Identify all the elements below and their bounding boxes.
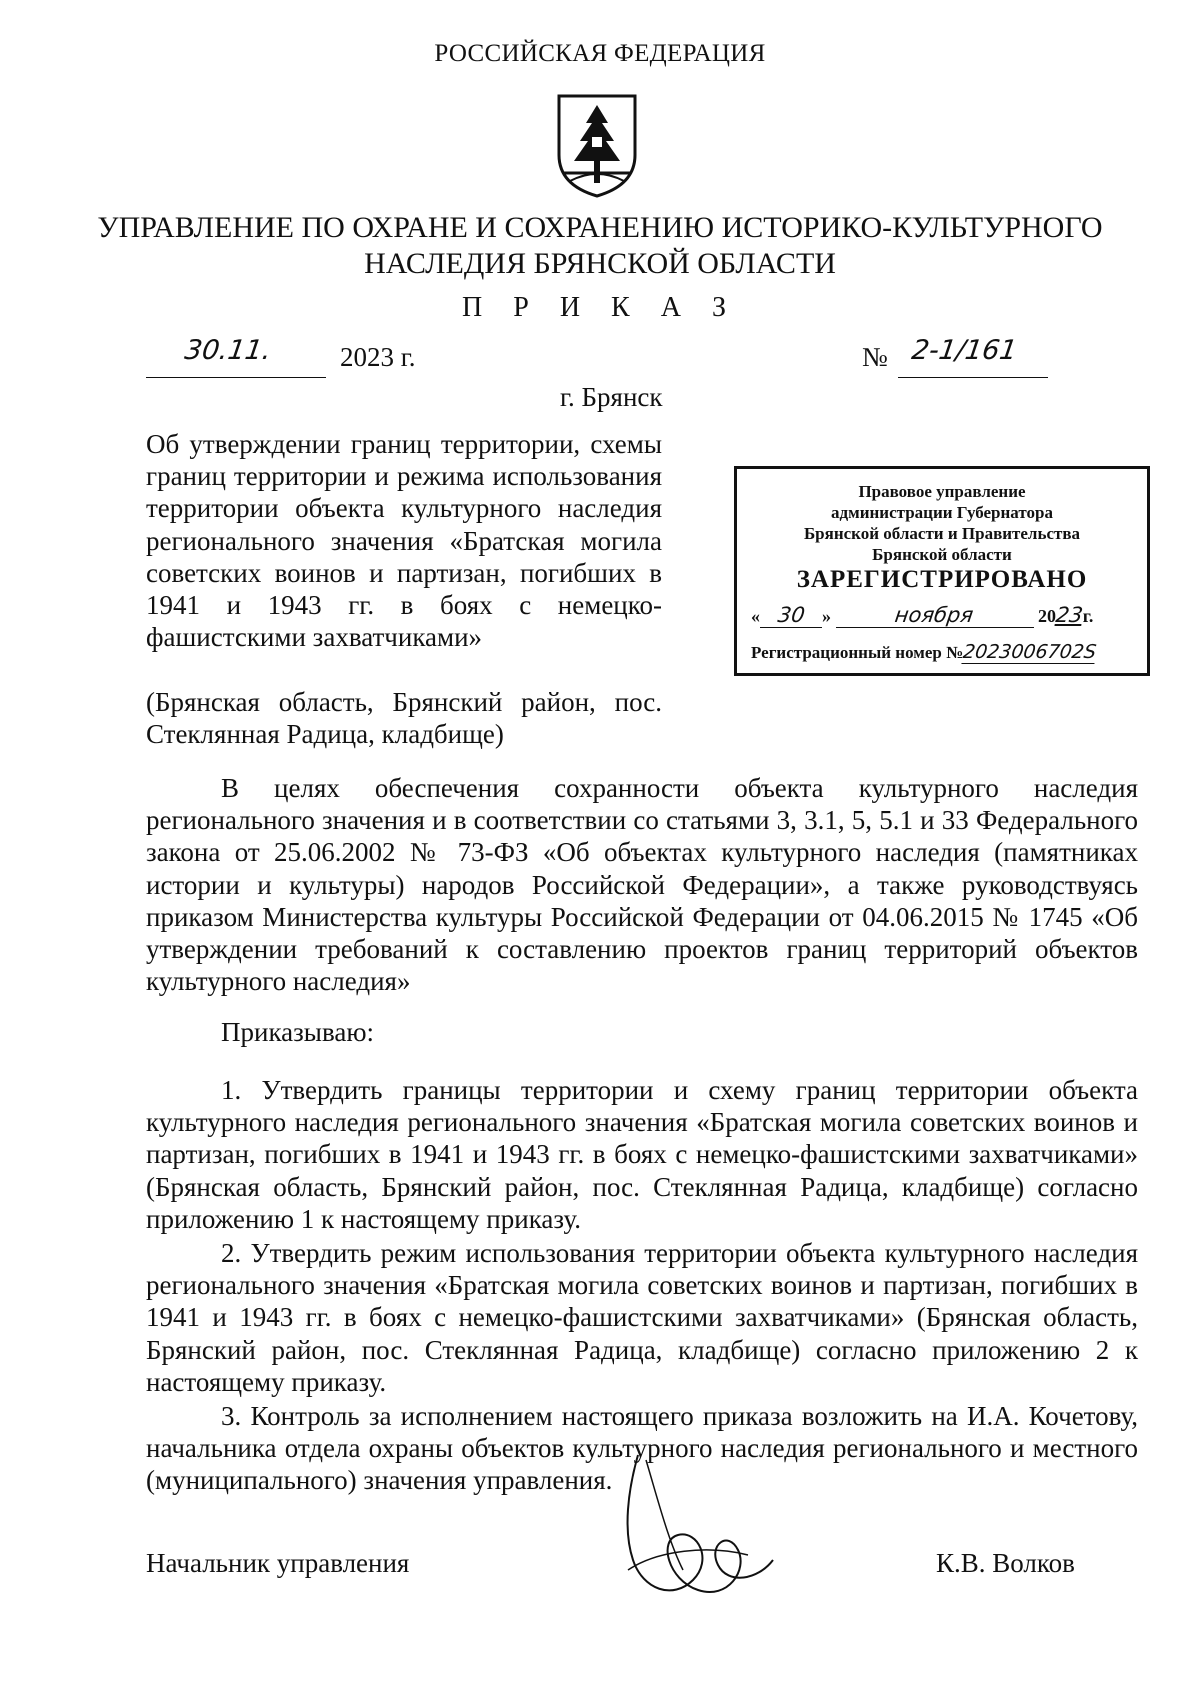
registration-stamp xyxy=(734,466,1150,676)
stamp-month-field xyxy=(836,603,1034,628)
organization-name-line-2: НАСЛЕДИЯ БРЯНСКОЙ ОБЛАСТИ xyxy=(364,247,836,280)
order-word: Приказываю: xyxy=(221,1017,374,1047)
order-item-2: 2. Утвердить режим использования территории объекта культурного наследия регионального значения «Братская могила советских воинов и партизан, погибших в 1941 и 1943 гг. в боях с немецко-фашистскими захватчиками» (Брянская область, Брянский район, пос. Стеклянная Радица, кладбище) согласно приложению 2 к настоящему приказу. xyxy=(146,1238,1138,1397)
stamp-line-1: Правовое управление xyxy=(858,482,1026,501)
stamp-month: ноября xyxy=(893,603,976,627)
document-type: П Р И К А З xyxy=(462,292,738,323)
number-label: № xyxy=(862,342,888,372)
stamp-reg-row xyxy=(751,641,1143,664)
country-heading: РОССИЙСКАЯ ФЕДЕРАЦИЯ xyxy=(434,40,766,67)
organization-name-line-1: УПРАВЛЕНИЕ ПО ОХРАНЕ И СОХРАНЕНИЮ ИСТОРИКО-КУЛЬТУРНОГО xyxy=(97,211,1103,244)
signatory-position: Начальник управления xyxy=(146,1548,410,1578)
stamp-year-suffix: г. xyxy=(1082,606,1094,626)
signature-image xyxy=(598,1450,788,1610)
organization-name xyxy=(0,210,1200,282)
city: г. Брянск xyxy=(560,382,663,412)
stamp-day: 30 xyxy=(775,603,807,627)
stamp-year: 23 xyxy=(1054,603,1085,627)
stamp-reg-number: 2023006702S xyxy=(961,641,1098,663)
order-subject: Об утверждении границ территории, схемы границ территории и режима использования территории объекта культурного наследия регионального значения «Братская могила советских воинов и партизан, погибших в 1941 и 1943 гг. в боях с немецко-фашистскими захватчиками» xyxy=(146,429,662,653)
order-item-1: 1. Утвердить границы территории и схему границ территории объекта культурного наследия регионального значения «Братская могила советских воинов и партизан, погибших в 1941 и 1943 гг. в боях с немецко-фашистскими захватчиками» (Брянская область, Брянский район, пос. Стеклянная Радица, кладбище) согласно приложению 1 к настоящему приказу. xyxy=(146,1075,1138,1234)
stamp-line-2: администрации Губернатора xyxy=(831,503,1053,522)
stamp-registered: ЗАРЕГИСТРИРОВАНО xyxy=(796,566,1088,593)
preamble-paragraph: В целях обеспечения сохранности объекта культурного наследия регионального значения и в соответствии со статьями 3, 3.1, 5, 5.1 и 33 Федерального закона от 25.06.2002 № 73-ФЗ «Об объектах культурного наследия (памятниках истории и культуры) народов Российской Федерации», а также руководствуясь приказом Министерства культуры Российской Федерации от 04.06.2015 № 1745 «Об утверждении требований к составлению проектов границ территорий объектов культурного наследия» xyxy=(146,773,1138,997)
stamp-year-prefix: 20 xyxy=(1038,606,1056,626)
stamp-day-field xyxy=(760,603,822,628)
order-item-3: 3. Контроль за исполнением настоящего приказа возложить на И.А. Кочетову, начальника отдела охраны объектов культурного наследия регионального и местного (муниципального) значения управления. xyxy=(146,1401,1138,1496)
handwritten-date: 30.11. xyxy=(182,335,274,366)
handwritten-order-number: 2-1/161 xyxy=(909,335,1019,366)
order-subject-location: (Брянская область, Брянский район, пос. Стеклянная Радица, кладбище) xyxy=(146,687,662,750)
order-year: 2023 г. xyxy=(340,342,416,372)
signatory-name: К.В. Волков xyxy=(936,1548,1075,1578)
coat-of-arms-icon xyxy=(556,93,638,199)
stamp-reg-label: Регистрационный номер № xyxy=(751,643,964,662)
stamp-line-3: Брянской области и Правительства xyxy=(803,524,1081,543)
stamp-line-4: Брянской области xyxy=(872,545,1012,564)
stamp-date-row: « 30 » ноября 2023г. xyxy=(751,603,1094,627)
